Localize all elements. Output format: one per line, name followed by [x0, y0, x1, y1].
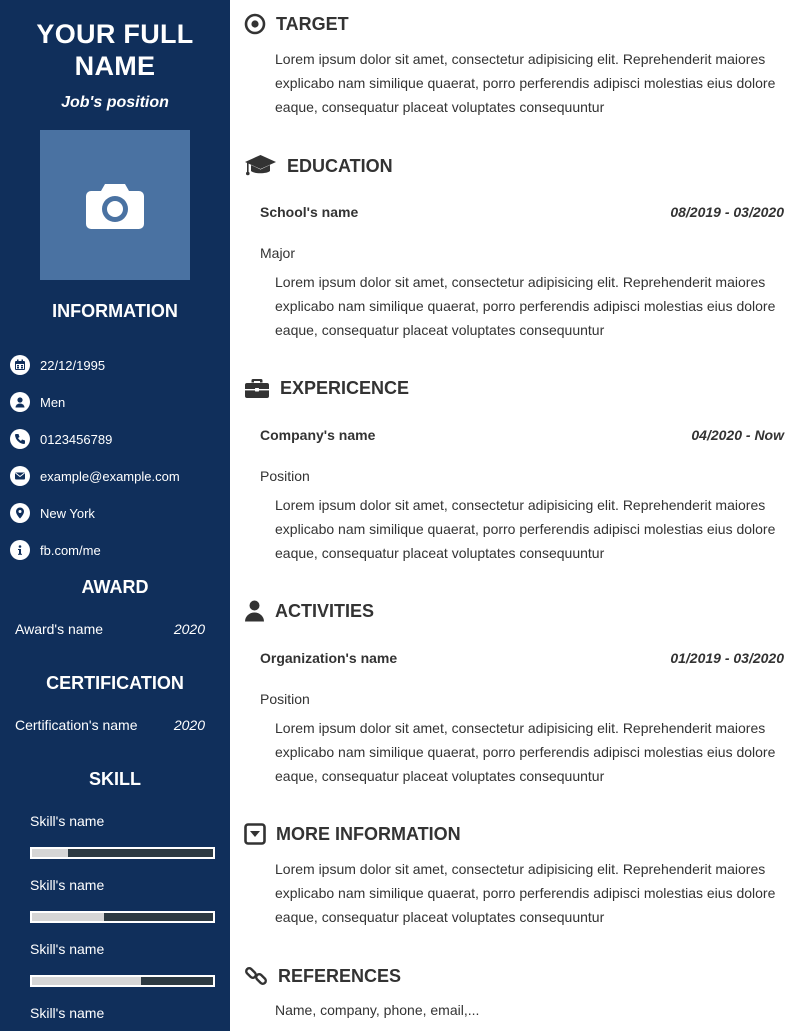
target-heading — [244, 13, 349, 35]
info-email — [10, 465, 180, 487]
photo-placeholder[interactable] — [40, 130, 190, 280]
award-heading: AWARD — [81, 577, 149, 597]
award-name: Award's name — [15, 621, 104, 637]
camera-icon — [85, 180, 145, 230]
sidebar — [0, 0, 230, 1031]
info-text: fb.com/me — [40, 542, 101, 558]
target-text: Lorem ipsum dolor sit amet, consectetur adipisicing elit. Reprehenderit maiores explicabo nam similique quaerat, porro perferendis adipisci molestias eius dolore eaque, consequatur placeat voluptates consequuntur — [275, 51, 776, 115]
experience-text: Lorem ipsum dolor sit amet, consectetur adipisicing elit. Reprehenderit maiores explicabo nam similique quaerat, porro perferendis adipisci molestias eius dolore eaque, consequatur placeat voluptates consequuntur — [275, 497, 776, 561]
skill-bar — [30, 911, 215, 923]
user-icon — [10, 392, 30, 412]
phone-icon — [10, 429, 30, 449]
experience-date: 04/2020 - Now — [691, 427, 784, 443]
references-heading — [244, 964, 401, 988]
job-position: Job's position — [61, 94, 169, 111]
section-title: REFERENCES — [278, 965, 402, 986]
award-year: 2020 — [173, 621, 205, 637]
organization-name: Organization's name — [260, 650, 398, 666]
info-text: New York — [40, 505, 95, 521]
graduation-cap-icon — [244, 154, 277, 178]
skill-level — [32, 913, 104, 921]
link-icon — [244, 964, 268, 988]
skill-name: Skill's name — [30, 877, 105, 893]
info-gender — [10, 391, 65, 413]
info-phone — [10, 428, 112, 450]
certification-row — [15, 717, 205, 733]
education-date: 08/2019 - 03/2020 — [670, 204, 784, 220]
calendar-icon — [10, 355, 30, 375]
target-icon — [244, 13, 266, 35]
section-title: EXPERICENCE — [280, 377, 410, 398]
skill-heading: SKILL — [89, 769, 141, 789]
info-text: 22/12/1995 — [40, 357, 106, 373]
email-icon — [10, 466, 30, 486]
section-title: TARGET — [276, 13, 349, 34]
certification-year: 2020 — [173, 717, 205, 733]
activities-entry — [260, 650, 784, 666]
education-major: Major — [260, 245, 296, 261]
more-information-text: Lorem ipsum dolor sit amet, consectetur adipisicing elit. Reprehenderit maiores explicabo nam similique quaerat, porro perferendis adipisci molestias eius dolore eaque, consequatur placeat voluptates consequuntur — [275, 861, 776, 925]
info-facebook — [10, 539, 101, 561]
skill-bar — [30, 847, 215, 859]
experience-position: Position — [260, 468, 310, 484]
info-text: Men — [40, 394, 66, 410]
references-text: Name, company, phone, email,... — [275, 1002, 480, 1018]
activities-position: Position — [260, 691, 310, 707]
skill-level — [32, 977, 141, 985]
skill-level — [32, 849, 68, 857]
activities-text: Lorem ipsum dolor sit amet, consectetur adipisicing elit. Reprehenderit maiores explicabo nam similique quaerat, porro perferendis adipisci molestias eius dolore eaque, consequatur placeat voluptates consequuntur — [275, 720, 776, 784]
education-heading — [244, 154, 393, 178]
company-name: Company's name — [260, 427, 376, 443]
full-name: YOUR FULL NAME — [36, 19, 194, 81]
information-heading: INFORMATION — [52, 301, 178, 321]
user-icon — [244, 600, 265, 622]
location-icon — [10, 503, 30, 523]
certification-heading: CERTIFICATION — [46, 673, 184, 693]
info-location — [10, 502, 95, 524]
section-title: MORE INFORMATION — [276, 823, 461, 844]
experience-entry — [260, 427, 784, 443]
activities-date: 01/2019 - 03/2020 — [670, 650, 784, 666]
skill-name: Skill's name — [30, 941, 105, 957]
skill-name: Skill's name — [30, 813, 105, 829]
award-row — [15, 621, 205, 637]
info-birthday — [10, 354, 105, 376]
experience-heading — [244, 377, 409, 399]
info-text: 0123456789 — [40, 431, 113, 447]
info-text: example@example.com — [40, 468, 180, 484]
main-content — [230, 0, 793, 1031]
caret-square-down-icon — [244, 823, 266, 845]
school-name: School's name — [260, 204, 359, 220]
skill-name: Skill's name — [30, 1005, 105, 1021]
education-text: Lorem ipsum dolor sit amet, consectetur adipisicing elit. Reprehenderit maiores explicabo nam similique quaerat, porro perferendis adipisci molestias eius dolore eaque, consequatur placeat voluptates consequuntur — [275, 274, 776, 338]
briefcase-icon — [244, 377, 270, 399]
education-entry — [260, 204, 784, 220]
certification-name: Certification's name — [15, 717, 138, 733]
info-icon — [10, 540, 30, 560]
activities-heading — [244, 600, 374, 622]
more-information-heading — [244, 823, 461, 845]
section-title: ACTIVITIES — [275, 600, 375, 621]
skill-bar — [30, 975, 215, 987]
section-title: EDUCATION — [287, 155, 393, 176]
